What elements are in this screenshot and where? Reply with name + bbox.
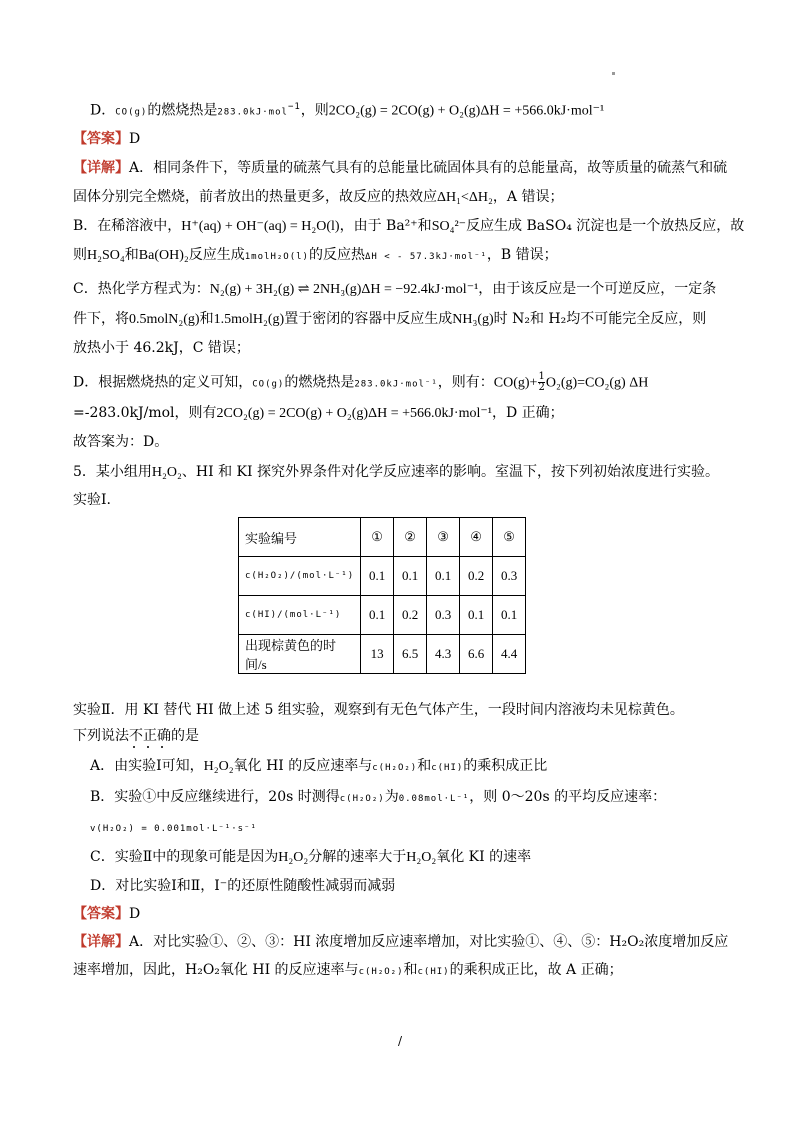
explain-line [73,217,744,236]
formula: CO(g) [115,107,148,118]
formula: 2CO₂(g) = 2CO(g) + O₂(g)ΔH = +566.0kJ·mol⁻¹ [216,406,492,421]
formula: CO(g)+ [493,375,538,391]
formula: 1.5molH₂(g) [213,312,285,327]
text: 的反应热 [308,247,365,263]
emphasis-dot [133,746,135,748]
text: 和 [124,247,139,263]
text: 的燃烧热是 [284,374,355,391]
experiment-table [238,517,526,674]
formula: c(H₂O₂) [372,763,418,773]
formula: H₂O₂ [278,850,309,865]
text: 、HI 和 KI 探究外界条件对化学反应速率的影响。室温下，按下列初始浓度进行实验。 [181,464,719,480]
text: 故答案为：D。 [73,434,169,450]
table-cell: 0.3 [427,596,460,635]
table-row [239,635,526,674]
table-header: 实验编号 [239,518,361,557]
text: C．实验Ⅱ中的现象可能是因为 [90,849,279,865]
formula: NH₃(g) [452,312,494,327]
text: ，则有： [437,374,494,391]
row-label: 出现棕黄色的时间/s [239,635,361,674]
table-cell: 0.3 [493,557,526,596]
text: 和 [403,962,418,978]
text: ，由于该反应是一个可逆反应，一定条 [478,281,717,297]
table-header: ③ [427,518,460,557]
table-header: ② [394,518,427,557]
explain-line [73,339,250,357]
text: 的燃烧热是 [147,102,218,119]
table-cell: 4.4 [493,635,526,674]
table-cell: 0.1 [493,596,526,635]
formula: 283.0kJ·mol [217,107,288,118]
text: B．实验①中反应继续进行，20s 时测得 [90,789,340,805]
text: 氧化 KI 的速率 [436,849,532,865]
text: A．对比实验①、②、③：HI 浓度增加反应速率增加，对比实验①、④、⑤：H₂O₂浓度增加反应 [129,934,729,950]
formula: 1molH₂O(l) [244,252,309,262]
formula: c(H₂O₂) [339,794,385,804]
formula: c(HI) [431,763,464,773]
explain-line [73,404,564,423]
formula: ΔH < - 57.3kJ·mol⁻¹ [364,252,487,262]
formula: 0.08mol·L⁻¹ [398,794,470,804]
text: 实验Ⅰ. [73,492,111,508]
formula: H₂SO₄ [87,248,125,263]
explain-line [73,433,168,451]
answer-line [73,130,140,148]
formula: 283.0kJ·mol⁻¹ [354,379,438,390]
option-d-line: D．CO(g)的燃烧热是283.0kJ·mol$^{-1}$，则2CO₂(g) = 2CO(g) + O₂(g)ΔH = +566.0kJ·mol⁻¹ [90,102,605,119]
answer-value: D [129,131,141,147]
explain-line [73,933,728,951]
text: 的乘积成正比 [463,758,548,774]
formula: v(H₂O₂) = 0.001mol·L⁻¹·s⁻¹ [90,824,257,834]
text: 和 [417,758,432,774]
experiment-2-text [73,701,684,719]
table-cell: 0.2 [394,596,427,635]
table-cell: 0.2 [460,557,493,596]
text: 氧化 HI 的反应速率与 [233,758,373,774]
text: 放热小于 46.2kJ，C 错误； [73,340,250,356]
row-label: c(HI)/(mol·L⁻¹) [239,596,361,635]
experiment-1-label [73,491,111,509]
formula: c(HI) [417,967,450,977]
table-cell: 0.1 [460,596,493,635]
table-row [239,557,526,596]
table-header: ⑤ [493,518,526,557]
emphasis-dot [161,746,163,748]
text: D．根据燃烧热的定义可知， [73,374,253,391]
formula: ΔH₁<ΔH₂ [437,190,493,205]
text: A．相同条件下，等质量的硫蒸气具有的总能量比硫固体具有的总能量高，故等质量的硫蒸气和硫 [129,160,728,176]
formula: N₂(g) + 3H₂(g) ⇌ 2NH₃(g)ΔH = −92.4kJ·mol⁻¹ [209,282,479,297]
option-a [90,757,547,777]
text: 分解的速率大于 [308,849,407,865]
text: 下列说法不正确的是 [73,728,199,744]
text: 固体分别完全燃烧，前者放出的热量更多，故反应的热效应 [73,189,437,205]
fraction-half [538,372,544,393]
formula: H⁺(aq) + OH⁻(aq) = H₂O(l) [181,219,340,234]
formula: H₂O₂ [203,759,234,774]
table-cell: 13 [361,635,394,674]
table-header: ① [361,518,394,557]
text: ，由于 Ba²⁺和 [339,218,432,234]
explain-line [73,961,623,981]
formula: SO₄²⁻ [431,219,467,234]
table-row [239,518,526,557]
text: ，则 [300,102,329,119]
text: ，则 0～20s 的平均反应速率： [469,789,667,805]
answer-label: 【答案】 [73,131,129,147]
question-prompt [73,727,199,745]
text: 则 [73,247,87,263]
formula: Ba(OH)₂ [138,248,189,263]
page-number: / [398,1034,403,1048]
text: ，D 正确； [491,405,564,421]
question-5-stem [73,463,719,482]
formula: 2CO₂(g) = 2CO(g) + O₂(g)ΔH = +566.0kJ·mol⁻¹ [328,103,605,119]
table-cell: 0.1 [427,557,460,596]
explain-label: 【详解】 [73,160,129,176]
text: 和 [199,311,214,327]
numerator: 1 [538,371,545,382]
option-c [90,848,531,867]
table-cell: 4.3 [427,635,460,674]
table-cell: 0.1 [394,557,427,596]
table-cell: 6.5 [394,635,427,674]
table-header: ④ [460,518,493,557]
explain-line [73,159,727,177]
table-row [239,596,526,635]
formula: c(H₂O₂) [358,967,404,977]
table-cell: 0.1 [361,596,394,635]
emphasis-dot [147,746,149,748]
text: 置于密闭的容器中反应生成 [284,311,453,327]
text: 实验Ⅱ．用 KI 替代 HI 做上述 5 组实验，观察到有无色气体产生，一段时间内溶液均未见棕黄色。 [73,702,684,718]
row-label: c(H₂O₂)/(mol·L⁻¹) [239,557,361,596]
text: =-283.0kJ/mol，则有 [73,405,217,421]
formula: H₂O₂ [151,465,182,480]
text: 件下，将 [73,311,129,327]
text: ，B 错误； [486,247,558,263]
text: D．对比实验Ⅰ和Ⅱ，I⁻的还原性随酸性减弱而减弱 [90,878,396,894]
explain-line [73,280,716,299]
option-b [90,788,666,808]
text: 反应生成 BaSO₄ 沉淀也是一个放热反应，故 [466,218,745,234]
table-cell: 6.6 [460,635,493,674]
formula: O₂(g)=CO₂(g) ΔH [545,375,649,391]
explain-line [73,246,558,266]
text: 速率增加，因此，H₂O₂氧化 HI 的反应速率与 [73,962,359,978]
text: ，A 错误； [492,189,564,205]
text: D． [90,102,116,119]
explain-line [73,188,563,207]
text: A．由实验Ⅰ可知， [90,758,204,774]
text: 的乘积成正比，故 A 正确； [449,962,623,978]
explain-line [73,310,706,329]
option-d [90,877,395,895]
answer-value: D [129,906,141,922]
text: 时 N₂和 H₂均不可能完全反应，则 [493,311,707,327]
text: 为 [384,789,399,805]
text: 5．某小组用 [73,464,152,480]
answer-label: 【答案】 [73,906,129,922]
formula: CO(g) [252,379,285,390]
table-cell: 0.1 [361,557,394,596]
denominator: 2 [538,382,545,393]
explain-line [73,372,648,394]
explain-label: 【详解】 [73,934,129,950]
formula: H₂O₂ [406,850,437,865]
option-b-rate [90,818,257,838]
text: C．热化学方程式为： [73,281,210,297]
scan-mark [612,72,615,75]
text: 反应生成 [188,247,245,263]
text: B．在稀溶液中， [73,218,182,234]
formula: 0.5molN₂(g) [129,312,200,327]
answer-line [73,905,140,923]
